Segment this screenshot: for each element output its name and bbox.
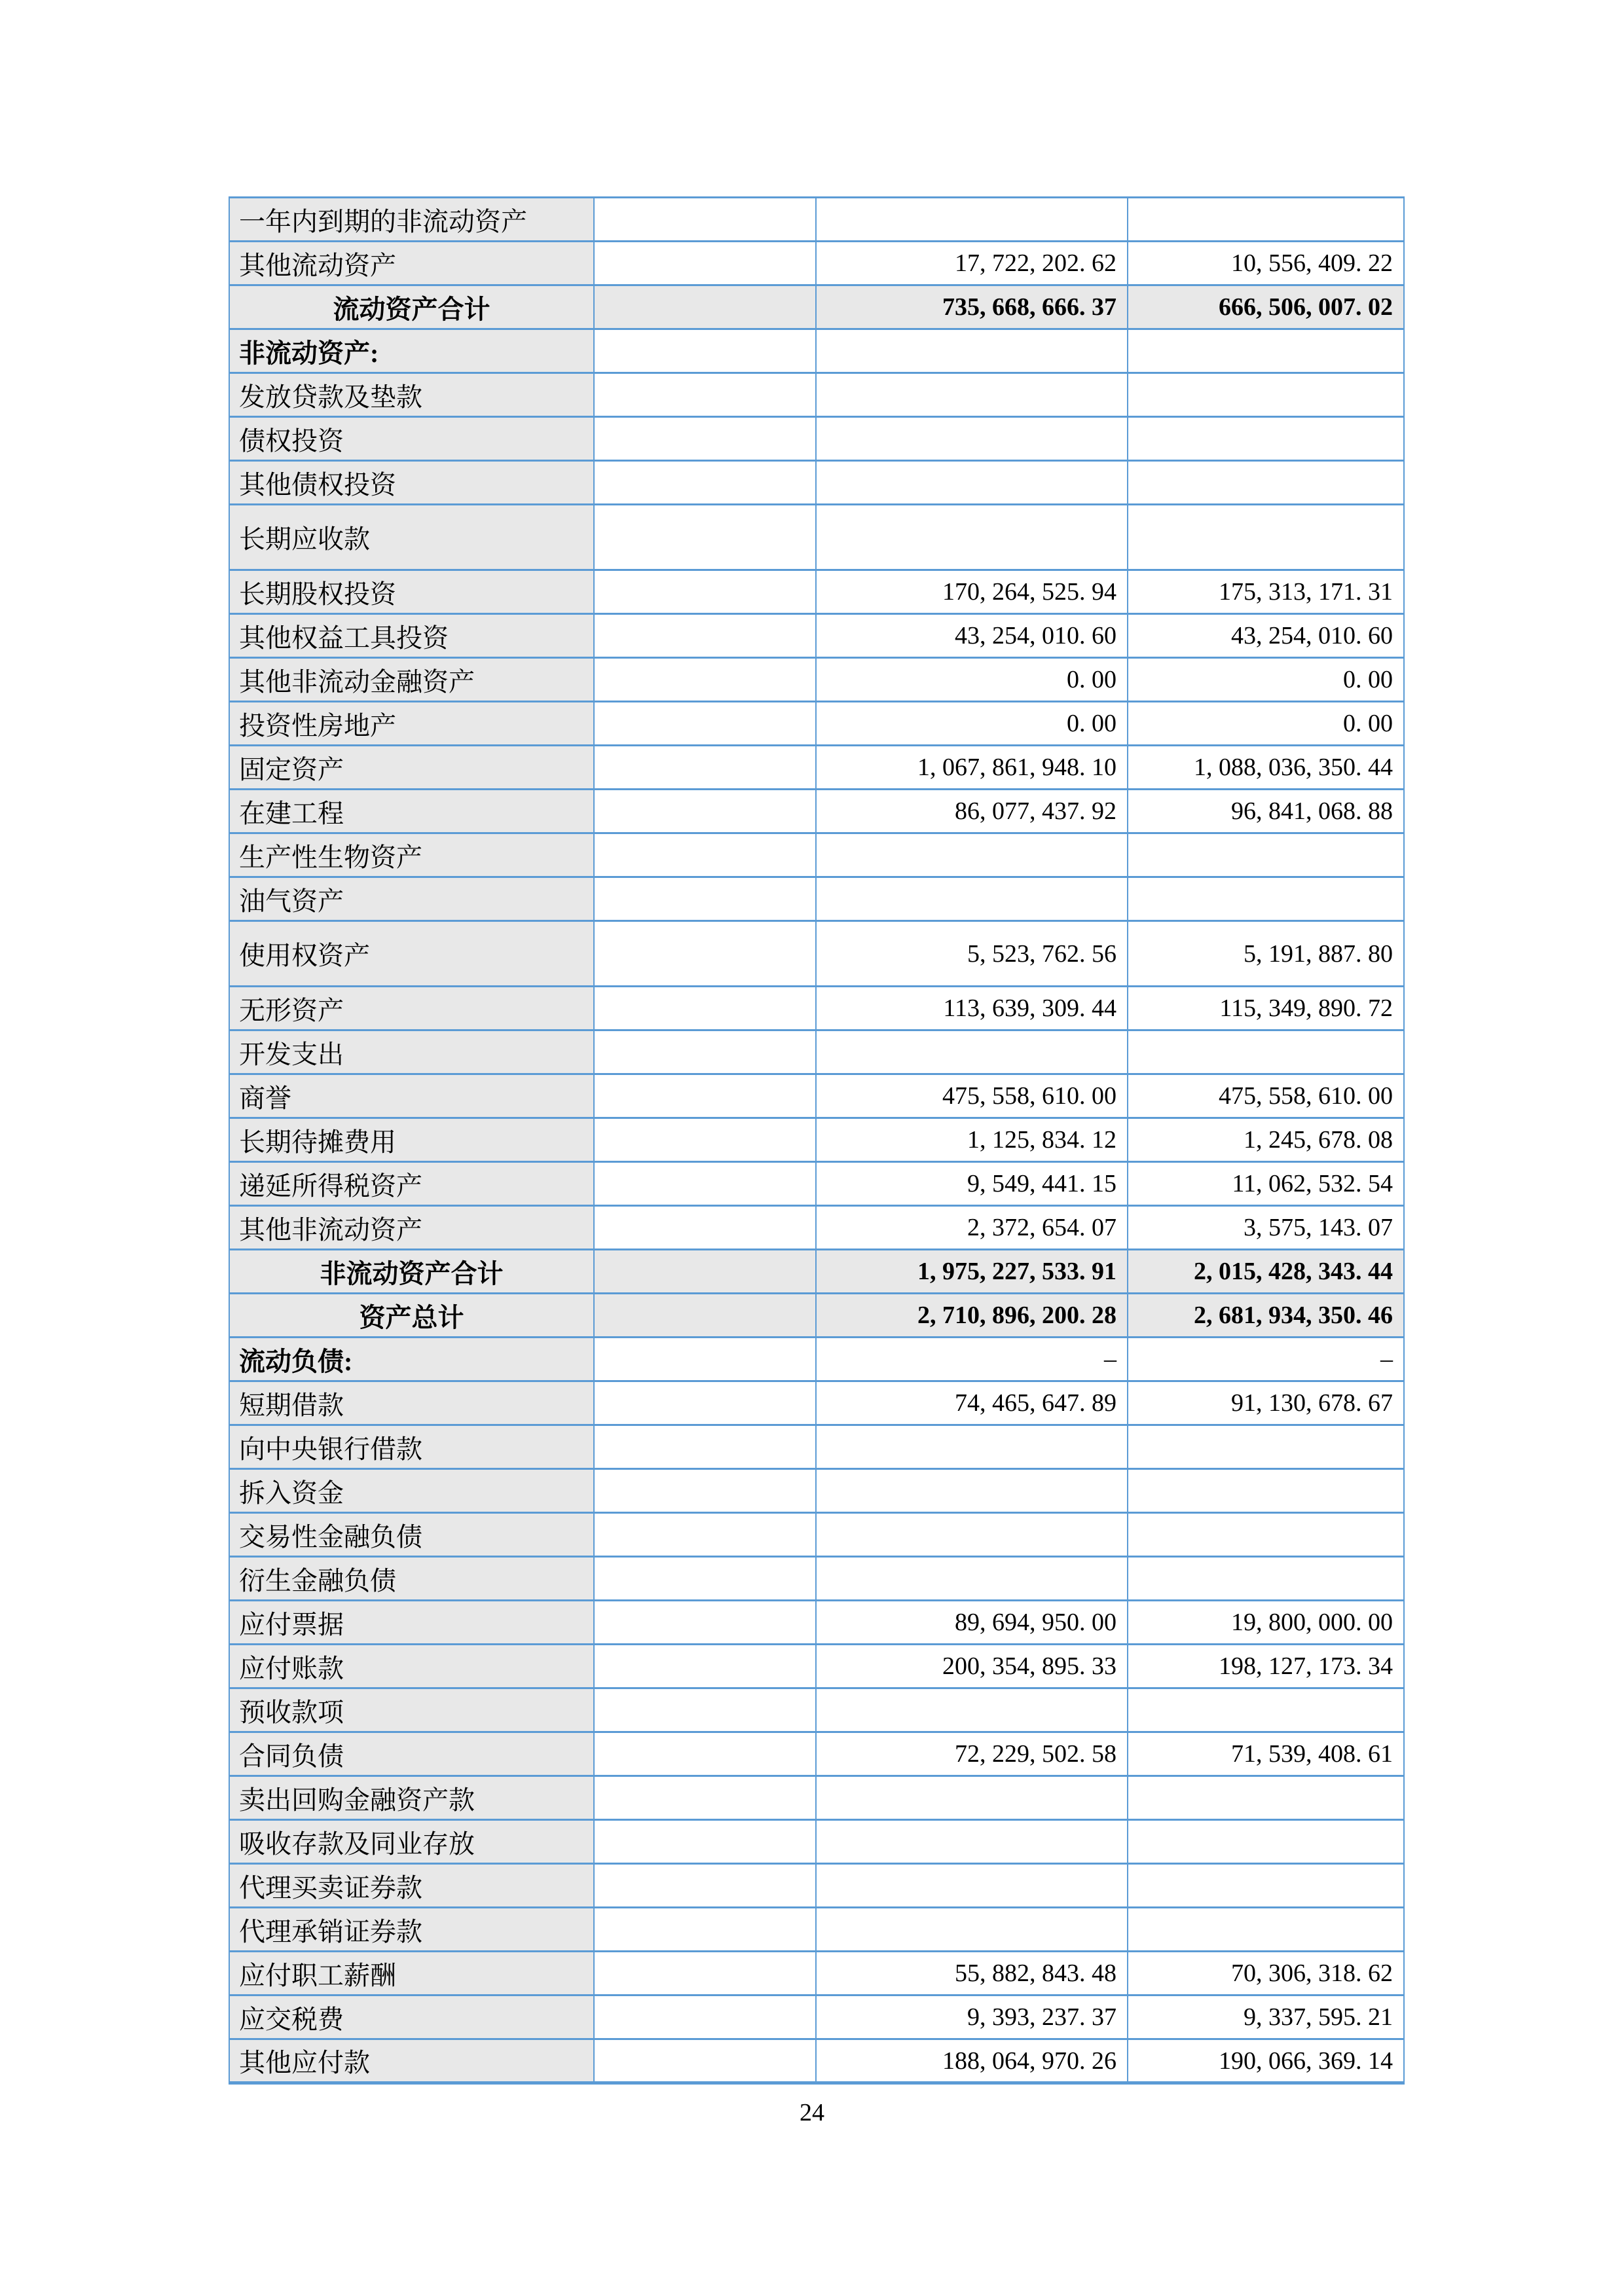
note-cell [594, 417, 816, 461]
table-row [229, 1513, 1404, 1557]
prior-period-cell: 190, 066, 369. 14 [1128, 2039, 1404, 2083]
current-period-cell: 0. 00 [816, 702, 1128, 746]
item-cell: 开发支出 [229, 1030, 594, 1074]
note-cell [594, 329, 816, 373]
current-period-cell [816, 1030, 1128, 1074]
prior-period-cell: 43, 254, 010. 60 [1128, 614, 1404, 658]
item-cell: 其他非流动资产 [229, 1206, 594, 1250]
table-row [229, 1030, 1404, 1074]
table-row [229, 1118, 1404, 1162]
prior-period-cell [1128, 1469, 1404, 1513]
item-cell: 无形资产 [229, 987, 594, 1030]
prior-period-cell [1128, 1864, 1404, 1908]
note-cell [594, 1338, 816, 1381]
current-period-cell: 55, 882, 843. 48 [816, 1952, 1128, 1995]
current-period-cell: 188, 064, 970. 26 [816, 2039, 1128, 2083]
note-cell [594, 2039, 816, 2083]
page-number: 24 [800, 2099, 824, 2126]
note-cell [594, 1995, 816, 2039]
note-cell [594, 1820, 816, 1864]
prior-period-cell [1128, 833, 1404, 877]
table-row [229, 921, 1404, 987]
table-row [229, 1995, 1404, 2039]
prior-period-cell [1128, 1513, 1404, 1557]
balance-sheet-body [229, 198, 1404, 2083]
note-cell [594, 1688, 816, 1732]
item-cell: 在建工程 [229, 790, 594, 833]
current-period-cell: 43, 254, 010. 60 [816, 614, 1128, 658]
note-cell [594, 1732, 816, 1776]
note-cell [594, 373, 816, 417]
note-cell [594, 1030, 816, 1074]
item-cell: 其他权益工具投资 [229, 614, 594, 658]
item-cell: 一年内到期的非流动资产 [229, 198, 594, 242]
note-cell [594, 570, 816, 614]
current-period-cell [816, 1425, 1128, 1469]
prior-period-cell: 2, 015, 428, 343. 44 [1128, 1250, 1404, 1294]
note-cell [594, 702, 816, 746]
item-cell: 应付账款 [229, 1645, 594, 1688]
item-cell: 非流动资产合计 [229, 1250, 594, 1294]
prior-period-cell: – [1128, 1338, 1404, 1381]
prior-period-cell [1128, 417, 1404, 461]
note-cell [594, 1074, 816, 1118]
note-cell [594, 1425, 816, 1469]
table-row [229, 1908, 1404, 1952]
table-row [229, 746, 1404, 790]
item-cell: 其他应付款 [229, 2039, 594, 2083]
prior-period-cell: 2, 681, 934, 350. 46 [1128, 1294, 1404, 1338]
table-row [229, 1952, 1404, 1995]
current-period-cell [816, 1469, 1128, 1513]
current-period-cell: 5, 523, 762. 56 [816, 921, 1128, 987]
prior-period-cell [1128, 1776, 1404, 1820]
current-period-cell: 9, 549, 441. 15 [816, 1162, 1128, 1206]
item-cell: 流动负债: [229, 1338, 594, 1381]
balance-sheet-table [229, 196, 1405, 2085]
prior-period-cell: 475, 558, 610. 00 [1128, 1074, 1404, 1118]
table-row [229, 1338, 1404, 1381]
current-period-cell [816, 329, 1128, 373]
current-period-cell: 89, 694, 950. 00 [816, 1601, 1128, 1645]
table-row [229, 658, 1404, 702]
table-row [229, 702, 1404, 746]
item-cell: 预收款项 [229, 1688, 594, 1732]
item-cell: 吸收存款及同业存放 [229, 1820, 594, 1864]
note-cell [594, 461, 816, 505]
item-cell: 发放贷款及垫款 [229, 373, 594, 417]
prior-period-cell: 0. 00 [1128, 702, 1404, 746]
prior-period-cell: 10, 556, 409. 22 [1128, 242, 1404, 285]
item-cell: 交易性金融负债 [229, 1513, 594, 1557]
item-cell: 长期应收款 [229, 505, 594, 570]
current-period-cell [816, 877, 1128, 921]
item-cell: 其他非流动金融资产 [229, 658, 594, 702]
current-period-cell: 2, 372, 654. 07 [816, 1206, 1128, 1250]
note-cell [594, 790, 816, 833]
table-row [229, 1820, 1404, 1864]
current-period-cell [816, 1776, 1128, 1820]
prior-period-cell: 666, 506, 007. 02 [1128, 285, 1404, 329]
prior-period-cell: 19, 800, 000. 00 [1128, 1601, 1404, 1645]
item-cell: 卖出回购金融资产款 [229, 1776, 594, 1820]
current-period-cell: 170, 264, 525. 94 [816, 570, 1128, 614]
item-cell: 代理买卖证券款 [229, 1864, 594, 1908]
current-period-cell: 113, 639, 309. 44 [816, 987, 1128, 1030]
prior-period-cell: 5, 191, 887. 80 [1128, 921, 1404, 987]
item-cell: 油气资产 [229, 877, 594, 921]
current-period-cell: 735, 668, 666. 37 [816, 285, 1128, 329]
table-row [229, 1294, 1404, 1338]
table-row [229, 1381, 1404, 1425]
table-row [229, 614, 1404, 658]
note-cell [594, 833, 816, 877]
current-period-cell [816, 417, 1128, 461]
current-period-cell: 475, 558, 610. 00 [816, 1074, 1128, 1118]
item-cell: 生产性生物资产 [229, 833, 594, 877]
note-cell [594, 746, 816, 790]
table-row [229, 198, 1404, 242]
note-cell [594, 614, 816, 658]
prior-period-cell: 70, 306, 318. 62 [1128, 1952, 1404, 1995]
current-period-cell: 2, 710, 896, 200. 28 [816, 1294, 1128, 1338]
table-row [229, 373, 1404, 417]
item-cell: 流动资产合计 [229, 285, 594, 329]
item-cell: 递延所得税资产 [229, 1162, 594, 1206]
note-cell [594, 877, 816, 921]
item-cell: 商誉 [229, 1074, 594, 1118]
current-period-cell: 17, 722, 202. 62 [816, 242, 1128, 285]
prior-period-cell: 1, 245, 678. 08 [1128, 1118, 1404, 1162]
current-period-cell: – [816, 1338, 1128, 1381]
item-cell: 合同负债 [229, 1732, 594, 1776]
current-period-cell: 1, 125, 834. 12 [816, 1118, 1128, 1162]
item-cell: 投资性房地产 [229, 702, 594, 746]
table-row [229, 1645, 1404, 1688]
table-row [229, 1162, 1404, 1206]
table-row [229, 285, 1404, 329]
table-row [229, 1250, 1404, 1294]
item-cell: 向中央银行借款 [229, 1425, 594, 1469]
note-cell [594, 1645, 816, 1688]
item-cell: 固定资产 [229, 746, 594, 790]
current-period-cell [816, 373, 1128, 417]
note-cell [594, 1206, 816, 1250]
current-period-cell [816, 1513, 1128, 1557]
prior-period-cell [1128, 329, 1404, 373]
current-period-cell: 1, 067, 861, 948. 10 [816, 746, 1128, 790]
note-cell [594, 242, 816, 285]
prior-period-cell: 91, 130, 678. 67 [1128, 1381, 1404, 1425]
note-cell [594, 1162, 816, 1206]
table-row [229, 505, 1404, 570]
prior-period-cell: 96, 841, 068. 88 [1128, 790, 1404, 833]
current-period-cell: 9, 393, 237. 37 [816, 1995, 1128, 2039]
current-period-cell: 72, 229, 502. 58 [816, 1732, 1128, 1776]
table-row [229, 833, 1404, 877]
table-row [229, 1732, 1404, 1776]
current-period-cell [816, 1864, 1128, 1908]
item-cell: 使用权资产 [229, 921, 594, 987]
prior-period-cell: 71, 539, 408. 61 [1128, 1732, 1404, 1776]
current-period-cell [816, 1557, 1128, 1601]
current-period-cell: 74, 465, 647. 89 [816, 1381, 1128, 1425]
prior-period-cell [1128, 1557, 1404, 1601]
item-cell: 非流动资产: [229, 329, 594, 373]
prior-period-cell [1128, 1030, 1404, 1074]
prior-period-cell [1128, 1425, 1404, 1469]
note-cell [594, 1381, 816, 1425]
table-row [229, 242, 1404, 285]
current-period-cell [816, 1820, 1128, 1864]
note-cell [594, 1952, 816, 1995]
item-cell: 长期待摊费用 [229, 1118, 594, 1162]
current-period-cell: 1, 975, 227, 533. 91 [816, 1250, 1128, 1294]
item-cell: 衍生金融负债 [229, 1557, 594, 1601]
table-row [229, 987, 1404, 1030]
table-row [229, 1469, 1404, 1513]
prior-period-cell [1128, 1820, 1404, 1864]
prior-period-cell: 115, 349, 890. 72 [1128, 987, 1404, 1030]
prior-period-cell [1128, 1688, 1404, 1732]
table-row [229, 461, 1404, 505]
prior-period-cell [1128, 505, 1404, 570]
note-cell [594, 1250, 816, 1294]
table-row [229, 329, 1404, 373]
table-row [229, 1776, 1404, 1820]
item-cell: 拆入资金 [229, 1469, 594, 1513]
note-cell [594, 1908, 816, 1952]
note-cell [594, 658, 816, 702]
prior-period-cell [1128, 373, 1404, 417]
item-cell: 应交税费 [229, 1995, 594, 2039]
table-row [229, 1688, 1404, 1732]
table-row [229, 877, 1404, 921]
table-row [229, 2039, 1404, 2083]
item-cell: 其他债权投资 [229, 461, 594, 505]
note-cell [594, 921, 816, 987]
item-cell: 长期股权投资 [229, 570, 594, 614]
item-cell: 其他流动资产 [229, 242, 594, 285]
table-row [229, 790, 1404, 833]
prior-period-cell: 0. 00 [1128, 658, 1404, 702]
table-row [229, 570, 1404, 614]
current-period-cell [816, 1908, 1128, 1952]
prior-period-cell: 175, 313, 171. 31 [1128, 570, 1404, 614]
note-cell [594, 1601, 816, 1645]
table-row [229, 1074, 1404, 1118]
note-cell [594, 1469, 816, 1513]
current-period-cell: 200, 354, 895. 33 [816, 1645, 1128, 1688]
note-cell [594, 1776, 816, 1820]
table-row [229, 1557, 1404, 1601]
prior-period-cell: 3, 575, 143. 07 [1128, 1206, 1404, 1250]
current-period-cell [816, 1688, 1128, 1732]
note-cell [594, 1118, 816, 1162]
prior-period-cell [1128, 877, 1404, 921]
note-cell [594, 1557, 816, 1601]
note-cell [594, 1864, 816, 1908]
prior-period-cell: 198, 127, 173. 34 [1128, 1645, 1404, 1688]
table-row [229, 1206, 1404, 1250]
note-cell [594, 505, 816, 570]
prior-period-cell [1128, 198, 1404, 242]
table-row [229, 1601, 1404, 1645]
prior-period-cell: 1, 088, 036, 350. 44 [1128, 746, 1404, 790]
prior-period-cell [1128, 1908, 1404, 1952]
item-cell: 资产总计 [229, 1294, 594, 1338]
note-cell [594, 987, 816, 1030]
table-row [229, 417, 1404, 461]
table-row [229, 1425, 1404, 1469]
item-cell: 债权投资 [229, 417, 594, 461]
item-cell: 应付票据 [229, 1601, 594, 1645]
prior-period-cell: 9, 337, 595. 21 [1128, 1995, 1404, 2039]
note-cell [594, 285, 816, 329]
current-period-cell [816, 198, 1128, 242]
item-cell: 代理承销证券款 [229, 1908, 594, 1952]
table-row [229, 1864, 1404, 1908]
current-period-cell [816, 505, 1128, 570]
prior-period-cell [1128, 461, 1404, 505]
current-period-cell [816, 833, 1128, 877]
note-cell [594, 1513, 816, 1557]
current-period-cell: 86, 077, 437. 92 [816, 790, 1128, 833]
note-cell [594, 198, 816, 242]
item-cell: 短期借款 [229, 1381, 594, 1425]
current-period-cell: 0. 00 [816, 658, 1128, 702]
item-cell: 应付职工薪酬 [229, 1952, 594, 1995]
prior-period-cell: 11, 062, 532. 54 [1128, 1162, 1404, 1206]
current-period-cell [816, 461, 1128, 505]
note-cell [594, 1294, 816, 1338]
